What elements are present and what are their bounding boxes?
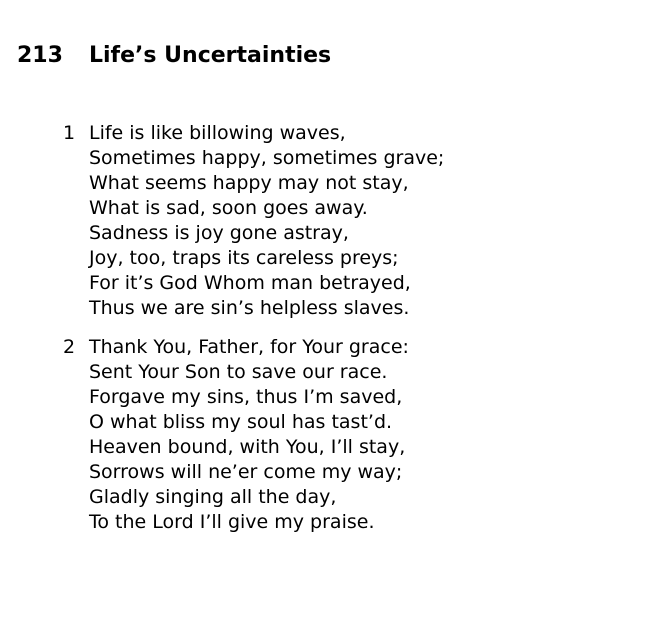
verse-lines [89,335,409,535]
verse-line: Sorrows will ne’er come my way; [89,461,403,483]
verse-line: Thank You, Father, for Your grace: [89,336,409,358]
verse-line: Life is like billowing waves, [89,122,346,144]
verse-lines [89,121,444,321]
verse-line: Sadness is joy gone astray, [89,222,349,244]
verse-1 [63,121,444,321]
verse-line: What seems happy may not stay, [89,172,409,194]
verse-line: Heaven bound, with You, I’ll stay, [89,436,406,458]
verse-line: Joy, too, traps its careless preys; [89,247,399,269]
verse-line: Gladly singing all the day, [89,486,337,508]
verse-line: To the Lord I’ll give my praise. [89,511,375,533]
verse-line: What is sad, soon goes away. [89,197,368,219]
verse-line: Sometimes happy, sometimes grave; [89,147,445,169]
hymn-title: Life’s Uncertainties [89,43,332,68]
verse-line: Forgave my sins, thus I’m saved, [89,386,403,408]
verse-line: O what bliss my soul has tast’d. [89,411,393,433]
verse-line: For it’s God Whom man betrayed, [89,272,411,294]
verse-number: 2 [63,336,76,358]
verse-2 [63,335,409,535]
hymn-header [17,42,331,70]
verse-line: Thus we are sin’s helpless slaves. [89,297,410,319]
hymn-number: 213 [17,43,63,68]
verse-line: Sent Your Son to save our race. [89,361,388,383]
verse-number: 1 [63,122,76,144]
